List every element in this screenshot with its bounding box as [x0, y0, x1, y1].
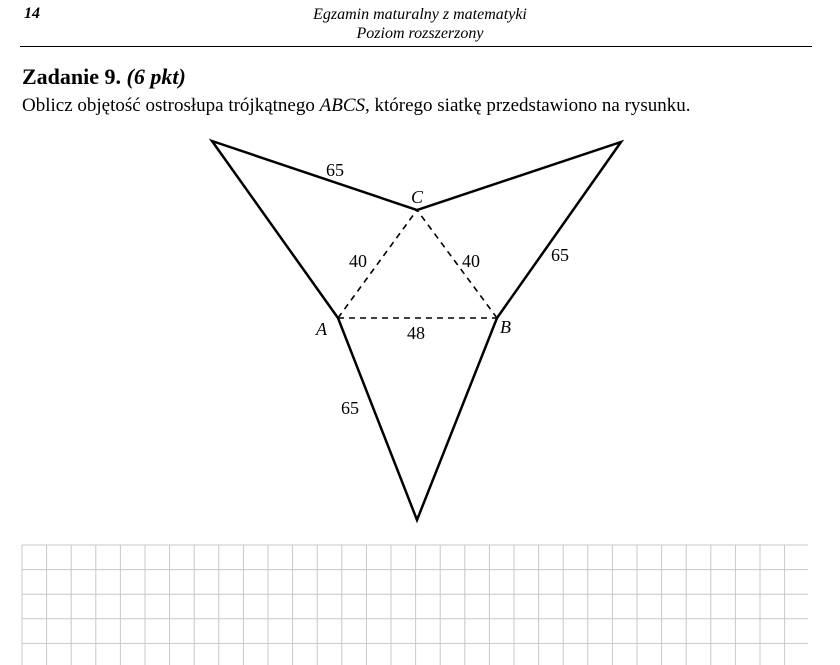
vertex-label-c: C	[411, 187, 424, 207]
task-text-var: ABCS	[319, 95, 365, 116]
edge-label-outer-bottom: 65	[341, 398, 359, 418]
exam-level: Poziom rozszerzony	[356, 25, 484, 42]
task-points: (6 pkt)	[126, 64, 186, 89]
exam-title: Egzamin maturalny z matematyki	[313, 6, 527, 23]
vertex-label-a: A	[316, 319, 327, 339]
edge-label-ac: 40	[349, 251, 367, 271]
edge-label-outer-right: 65	[551, 245, 569, 265]
edge-label-bc: 40	[462, 251, 480, 271]
edge-label-outer-left-top: 65	[326, 160, 344, 180]
vertex-label-b: B	[500, 317, 511, 337]
task-text-after: , którego siatkę przedstawiono na rysunku.	[365, 95, 691, 116]
page-number: 14	[24, 5, 40, 22]
edge-label-ab: 48	[407, 323, 425, 343]
task-number: Zadanie 9.	[22, 64, 122, 89]
task-text-before: Oblicz objętość ostrosłupa trójkątnego	[22, 95, 320, 116]
